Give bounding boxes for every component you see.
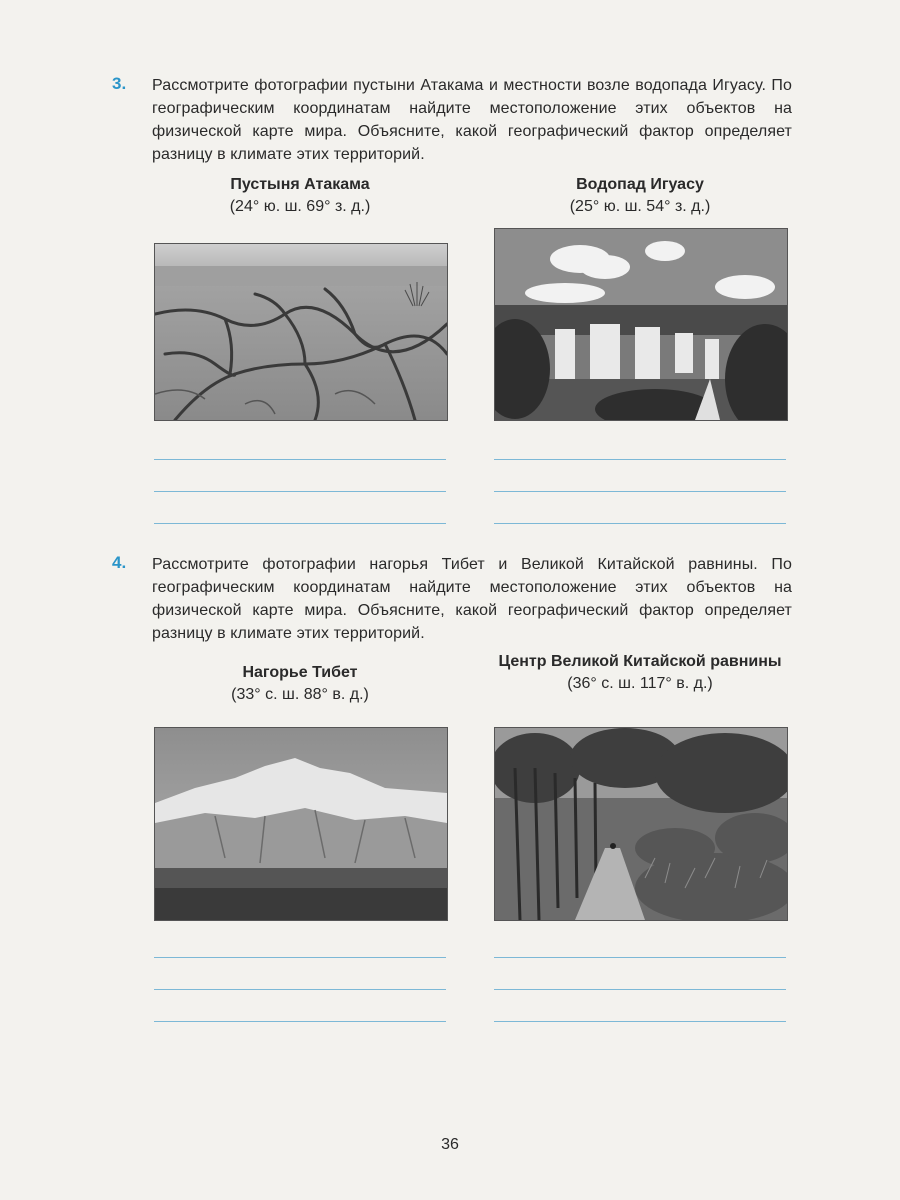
task-3: [112, 74, 792, 166]
answer-line[interactable]: [494, 1021, 786, 1022]
page-number: 36: [441, 1136, 459, 1153]
plain-photo: [494, 727, 788, 921]
photo-title: Водопад Игуасу: [576, 176, 704, 193]
answer-line[interactable]: [154, 491, 446, 492]
answer-line[interactable]: [154, 957, 446, 958]
photo-title: Нагорье Тибет: [242, 664, 358, 681]
desert-photo: [154, 243, 448, 421]
answer-line[interactable]: [494, 957, 786, 958]
answer-line[interactable]: [154, 459, 446, 460]
answer-line[interactable]: [494, 459, 786, 460]
photo-title: Центр Великой Китайской равнины: [498, 653, 782, 670]
photo-caption-iguazu: [490, 174, 790, 218]
photo-coords: (36° с. ш. 117° в. д.): [567, 675, 713, 692]
photo-caption-tibet: [150, 662, 450, 706]
task-text: Рассмотрите фотографии пустыни Атакама и местности возле водопада Игуасу. По географическим координатам найдите местоположение этих объектов на физической карте мира. Объясните, какой географический фактор определяет разницу в климате этих территорий.: [152, 77, 792, 163]
waterfall-photo: [494, 228, 788, 421]
task-text: Рассмотрите фотографии нагорья Тибет и Великой Китайской равнины. По географическим координатам найдите местоположение этих объектов на физической карте мира. Объясните, какой географический фактор определяет разницу в климате этих территорий.: [152, 556, 792, 642]
photo-caption-atacama: [150, 174, 450, 218]
photo-coords: (33° с. ш. 88° в. д.): [231, 686, 369, 703]
answer-line[interactable]: [494, 491, 786, 492]
task-number: 4.: [112, 553, 127, 572]
photo-coords: (24° ю. ш. 69° з. д.): [229, 198, 371, 215]
mountain-photo: [154, 727, 448, 921]
answer-line[interactable]: [154, 989, 446, 990]
task-4: [112, 553, 792, 645]
answer-line[interactable]: [494, 523, 786, 524]
photo-title: Пустыня Атакама: [230, 176, 370, 193]
photo-coords: (25° ю. ш. 54° з. д.): [569, 198, 711, 215]
photo-caption-china-plain: [490, 651, 790, 695]
answer-line[interactable]: [154, 523, 446, 524]
task-number: 3.: [112, 74, 127, 93]
answer-line[interactable]: [154, 1021, 446, 1022]
answer-line[interactable]: [494, 989, 786, 990]
